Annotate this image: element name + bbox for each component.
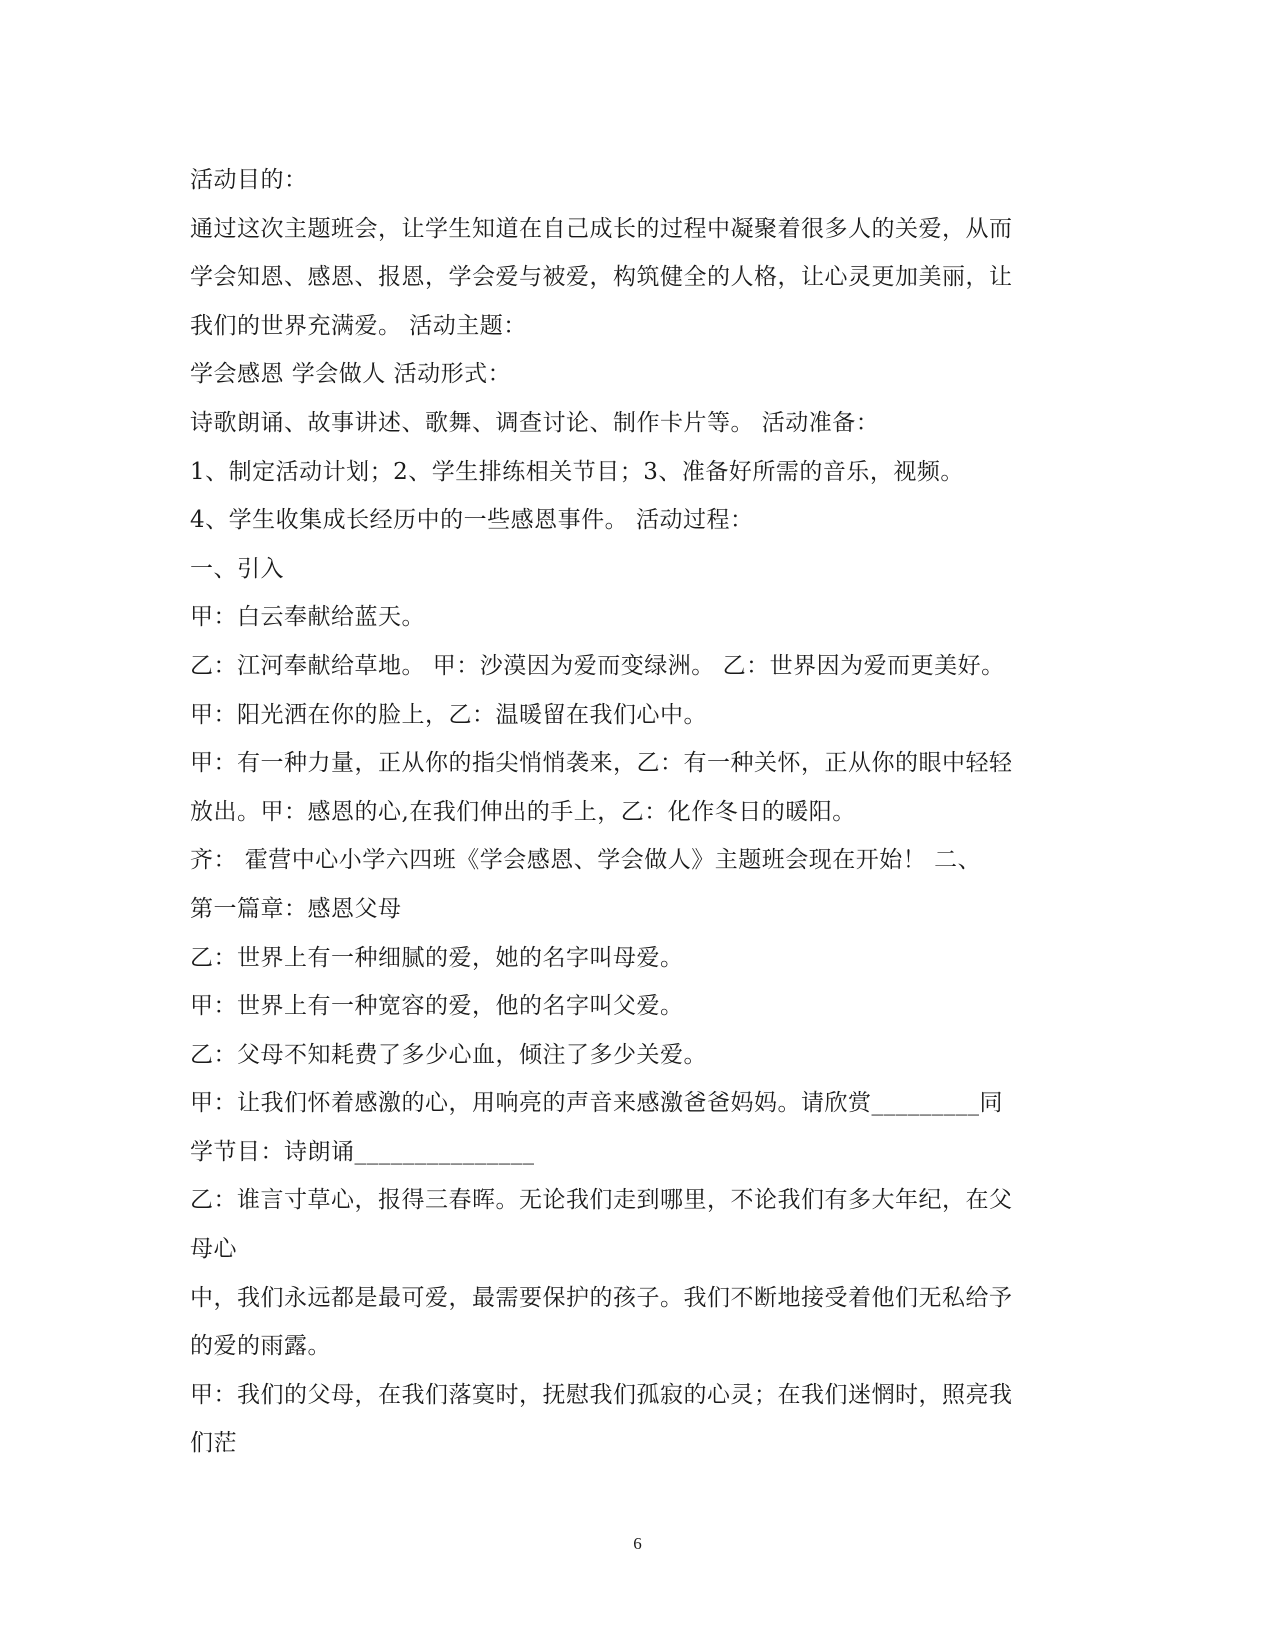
text-line: 第一篇章：感恩父母 — [190, 895, 402, 922]
document-body — [190, 156, 1090, 1468]
text-line: 中，我们永远都是最可爱，最需要保护的孩子。我们不断地接受着他们无私给予 — [190, 1284, 1013, 1311]
text-line: 1、制定活动计划；2、学生排练相关节目；3、准备好所需的音乐，视频。 — [190, 458, 964, 485]
text-line: 齐： 霍营中心小学六四班《学会感恩、学会做人》主题班会现在开始！ 二、 — [190, 847, 982, 874]
text-line: 甲：有一种力量，正从你的指尖悄悄袭来，乙：有一种关怀，正从你的眼中轻轻 — [190, 750, 1013, 777]
text-line: 学会知恩、感恩、报恩，学会爱与被爱，构筑健全的人格，让心灵更加美丽，让 — [190, 264, 1013, 291]
text-line: 甲：我们的父母，在我们落寞时，抚慰我们孤寂的心灵；在我们迷惘时，照亮我 — [190, 1381, 1013, 1408]
text-line: 放出。甲：感恩的心,在我们伸出的手上，乙：化作冬日的暖阳。 — [190, 798, 856, 825]
text-line: 的爱的雨露。 — [190, 1333, 331, 1360]
text-line: 乙：谁言寸草心，报得三春晖。无论我们走到哪里，不论我们有多大年纪，在父 — [190, 1187, 1013, 1214]
text-line: 乙：世界上有一种细腻的爱，她的名字叫母爱。 — [190, 944, 684, 971]
text-line: 一、引入 — [190, 555, 284, 582]
text-line: 们茫 — [190, 1430, 237, 1457]
text-line: 通过这次主题班会，让学生知道在自己成长的过程中凝聚着很多人的关爱，从而 — [190, 215, 1013, 242]
text-line: 活动目的： — [190, 167, 308, 193]
text-line: 甲：世界上有一种宽容的爱，他的名字叫父爱。 — [190, 993, 684, 1020]
text-line: 诗歌朗诵、故事讲述、歌舞、调查讨论、制作卡片等。 活动准备： — [190, 409, 880, 436]
page-number: 6 — [633, 1534, 642, 1553]
text-line: 乙：父母不知耗费了多少心血，倾注了多少关爱。 — [190, 1041, 707, 1068]
text-line: 学节目：诗朗诵_______________ — [190, 1138, 535, 1165]
text-line: 4、学生收集成长经历中的一些感恩事件。 活动过程： — [190, 507, 754, 534]
text-line: 我们的世界充满爱。 活动主题： — [190, 312, 527, 339]
text-line: 甲：阳光洒在你的脸上，乙：温暖留在我们心中。 — [190, 701, 707, 728]
text-line: 学会感恩 学会做人 活动形式： — [190, 361, 512, 388]
text-line: 甲：白云奉献给蓝天。 — [190, 604, 425, 631]
text-line: 乙：江河奉献给草地。 甲：沙漠因为爱而变绿洲。 乙：世界因为爱而更美好。 — [190, 652, 1005, 679]
text-line: 母心 — [190, 1236, 237, 1263]
text-line: 甲：让我们怀着感激的心，用响亮的声音来感激爸爸妈妈。请欣赏_________同 — [190, 1090, 1003, 1117]
